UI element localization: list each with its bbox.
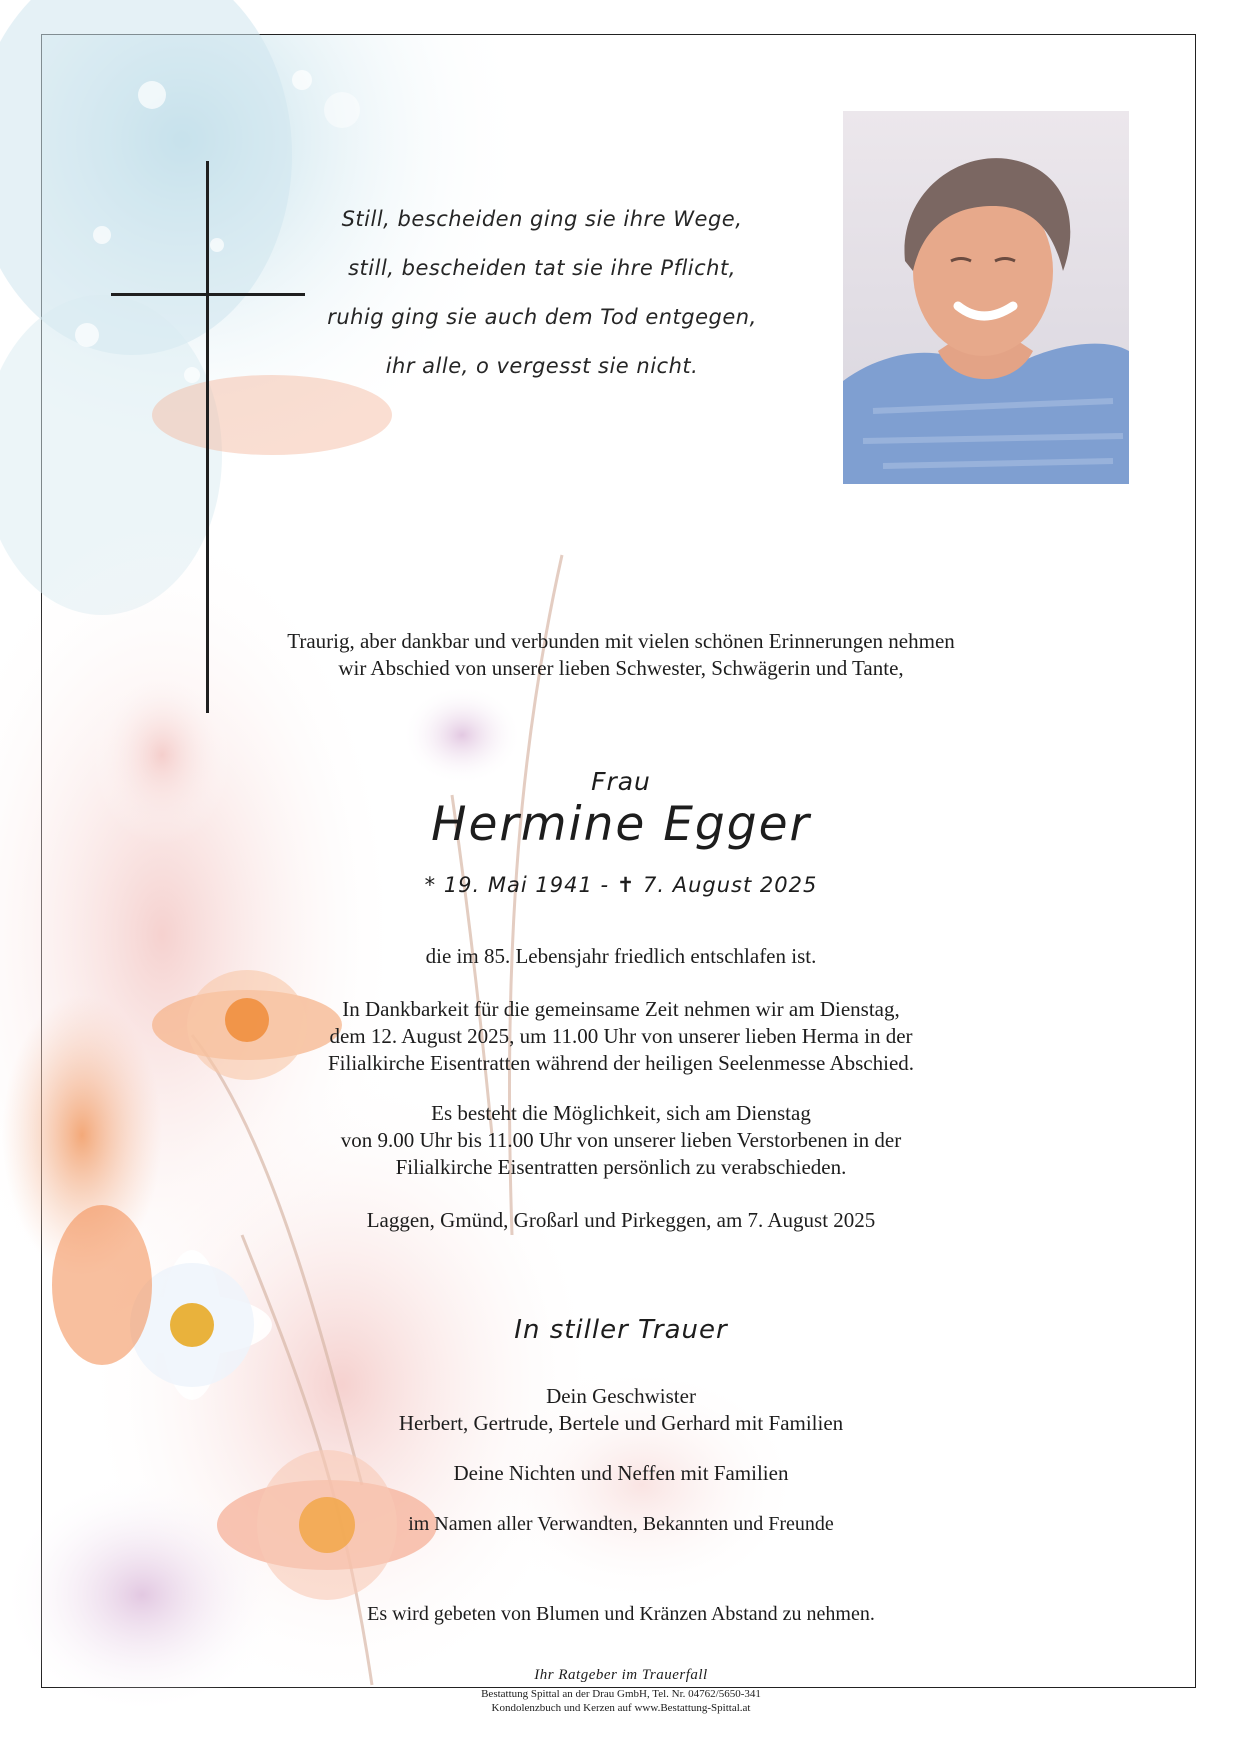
footer-company: Bestattung Spittal an der Drau GmbH, Tel. Nr. 04762/5650-341 — [481, 1688, 761, 1700]
service-line: In Dankbarkeit für die gemeinsame Zeit nehmen wir am Dienstag, — [342, 997, 900, 1021]
viewing-line: Filialkirche Eisentratten persönlich zu verabschieden. — [395, 1155, 847, 1179]
poem-line: ruhig ging sie auch dem Tod entgegen, — [327, 305, 757, 329]
life-dates: * 19. Mai 1941 - ✝ 7. August 2025 — [424, 873, 818, 897]
salutation: Frau — [591, 767, 651, 796]
footer-website: Kondolenzbuch und Kerzen auf www.Bestattung-Spittal.at — [491, 1702, 751, 1714]
flowers-request: Es wird gebeten von Blumen und Kränzen Abstand zu nehmen. — [367, 1603, 875, 1625]
service-paragraph — [311, 996, 931, 1077]
poem-line: still, bescheiden tat sie ihre Pflicht, — [348, 256, 736, 280]
viewing-line: von 9.00 Uhr bis 11.00 Uhr von unserer lieben Verstorbenen in der — [340, 1128, 902, 1152]
relatives-line: im Namen aller Verwandten, Bekannten und Freunde — [408, 1513, 834, 1535]
place-date: Laggen, Gmünd, Großarl und Pirkeggen, am 7. August 2025 — [366, 1208, 876, 1232]
obituary-card — [41, 34, 1196, 1714]
viewing-line: Es besteht die Möglichkeit, sich am Dienstag — [431, 1101, 811, 1125]
footer-slogan: Ihr Ratgeber im Trauerfall — [534, 1667, 708, 1683]
deceased-name: Hermine Egger — [431, 797, 811, 852]
mourning-heading: In stiller Trauer — [514, 1315, 728, 1345]
poem-line: ihr alle, o vergesst sie nicht. — [385, 354, 699, 378]
siblings-block — [361, 1383, 881, 1437]
cross-vertical-beam — [206, 161, 209, 713]
portrait-illustration — [843, 111, 1129, 484]
memorial-poem — [262, 195, 822, 391]
intro-line: wir Abschied von unserer lieben Schwester, Schwägerin und Tante, — [338, 656, 904, 680]
portrait-photo — [843, 111, 1129, 484]
age-line: die im 85. Lebensjahr friedlich entschlafen ist. — [425, 944, 817, 968]
intro-text — [261, 628, 981, 682]
viewing-paragraph — [311, 1100, 931, 1181]
poem-line: Still, bescheiden ging sie ihre Wege, — [341, 207, 743, 231]
service-line: dem 12. August 2025, um 11.00 Uhr von unserer lieben Herma in der — [329, 1024, 913, 1048]
intro-line: Traurig, aber dankbar und verbunden mit vielen schönen Erinnerungen nehmen — [287, 629, 955, 653]
nieces-line: Deine Nichten und Neffen mit Familien — [453, 1461, 789, 1485]
siblings-title: Dein Geschwister — [546, 1384, 696, 1408]
siblings-names: Herbert, Gertrude, Bertele und Gerhard mit Familien — [398, 1411, 844, 1435]
service-line: Filialkirche Eisentratten während der heiligen Seelenmesse Abschied. — [327, 1051, 915, 1075]
